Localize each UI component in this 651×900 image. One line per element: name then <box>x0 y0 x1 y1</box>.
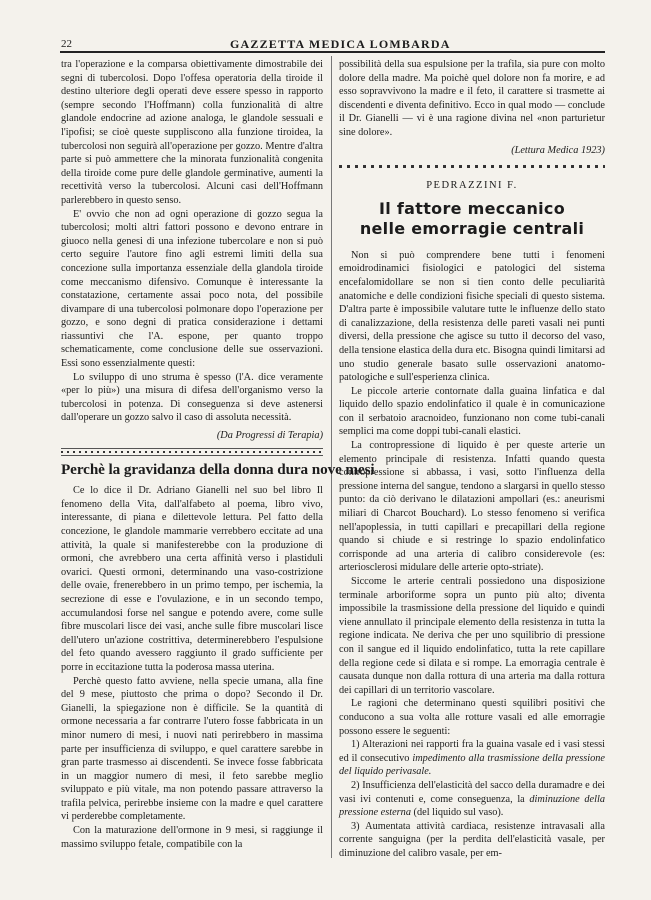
list-item-text: 1) Alterazioni nei rapporti fra la guaina vasale ed i vasi stessi ed il consecutivo <box>339 739 605 764</box>
article-title <box>339 199 605 239</box>
paragraph: Siccome le arterie centrali possiedono una disposizione terminale arboriforme sopra un punto più alto; diventa impossibile la trasmissione della pressione del liquido e quindi viene annullato il principale elemento della resistenza in tutta la regione indicata. Ne deriva che per uno squilibrio di pressione con il sangue ed il liquido endolinfatico, tutta la rete capillare della regione cede si dilata e si rompe. La emorragia centrale è causata dunque non dalla rottura di una arteria ma dalla rottura dei capillari di un territorio vascolare. <box>339 576 605 696</box>
page-number: 22 <box>61 38 72 50</box>
article-author: PEDRAZZINI F. <box>426 180 518 192</box>
article-title: Perchè la gravidanza della donna dura nove mesi <box>61 460 375 478</box>
source-citation: (Lettura Medica 1923) <box>511 144 605 156</box>
paragraph: Con la maturazione dell'ormone in 9 mesi, si raggiunge il massimo sviluppo fetale, compatibile con la <box>61 825 323 850</box>
paragraph: La contropressione di liquido è per queste arterie un elemento principale di resistenza. Infatti quando questa contropressione si abbassa, i vasi, sotto l'influenza della pressione interna del sangue, tendono a slargarsi in quello stesso punto: da ciò derivano le dilatazioni ampollari (es.: aneurismi miliari di Charcot Bouchard). Lo stesso fenomeno si verifica nell'apoplessia, in tutti capillari e precapillari della regione quando si chiude e si restringe lo spazio endolinfatico corrisponde ad una arteria di calibro considerevole (es: arteriosclerosi midulare delle arterie opto-striate). <box>339 440 605 574</box>
list-item: 3) Aumentata attività cardiaca, resistenze intravasali alla corrente sanguigna (per la perdita dell'elasticità vasale, per diminuzione del calibro vasale, per em- <box>339 820 605 859</box>
paragraph: Perchè questo fatto avviene, nella specie umana, alla fine del 9 mese, piuttosto che prima o dopo? Secondo il Dr. Gianelli, la spiegazione non è difficile. Se la quantità di ormone necessaria a far contrarre l'utero fosse fabbricata in un minor numero di mesi, i nuovi nati perirebbero in massima parte per insufficienza di sviluppo, e quel carattere sarebbe in gran parte trasmesso ai discendenti. Se invece fosse fabbricata in un maggior numero di mesi, il feto sarebbe meglio sviluppato e più vitale, ma non potendo passare attraverso la trafila pelvica, perirebbe insieme con la madre e quel carattere vi perderebbe completamente. <box>61 675 323 823</box>
list-item <box>339 738 605 779</box>
column-divider <box>331 56 332 858</box>
left-column <box>61 58 375 851</box>
list-item <box>339 779 605 820</box>
emphasis-text: diminuzione della pressione esterna <box>339 793 605 819</box>
paragraph: Le piccole arterie contornate dalla guaina linfatica e dal liquido dello spazio endolinfatico il quale è in comunicazione con il serbatoio aracnoideo, funzionano non come tubi-canali semplici ma come doppi tubi-canali elastici. <box>339 385 605 438</box>
paragraph: Lo sviluppo di uno struma è spesso (l'A. dice veramente «per lo più») una misura di difesa dell'organismo verso la tubercolosi in potenza. Di conseguenza si deve astenersi dall'operare un gozzo salvo il caso di assoluta necessità. <box>61 371 323 424</box>
right-column <box>339 58 605 860</box>
article-title-line: nelle emorragie centrali <box>359 218 585 238</box>
journal-title: GAZZETTA MEDICA LOMBARDA <box>230 37 451 51</box>
list-item-text: (del liquido sul vaso). <box>410 807 504 819</box>
list-item-text: 2) Insufficienza dell'elasticità del sacco della duramadre e dei vasi ivi contenuti e, come conseguenza, la <box>339 779 605 805</box>
ornamental-divider <box>339 161 605 171</box>
paragraph: Ce lo dice il Dr. Adriano Gianelli nel suo bel libro Il fenomeno della Vita, dall'alfabeto al poema, libro vivo, interessante, di piana e dilettevole lettura. Pel fatto della concezione, le glandole mammarie verrebbero eccitate ad una attività, la quale si manifesterebbe con la produzione di ormoni, che avrebbero una certa affinità verso i plastiduli ovarici. Questi ormoni, determinando una vaso-costrizione delle ovaie, frenerebbero in un primo tempo, per ischemia, la secrezione di esse e l'ovulazione, e in un secondo tempo, accumulandosi forse nel sangue e potendo avere, come sulle fibre muscolari lisce dei vasi, anche sulle fibre muscolari lisce dell'utero un'azione costrittiva, determinerebbero l'espulsione del feto quando avessero raggiunto il grado sufficiente per porre in eccitazione tutta la poderosa massa uterina. <box>61 485 323 673</box>
paragraph: Le ragioni che determinano questi squilibri positivi che conducono a sua volta alle rotture vasali ed alle emorragie possono essere le seguenti: <box>339 698 605 737</box>
header-rule <box>60 51 605 53</box>
article-title-line: Il fattore meccanico <box>378 198 565 218</box>
paragraph: possibilità della sua espulsione per la trafila, sia pure con molto dolore della madre. Ma poichè quel dolore non fa morire, e ad esso sopravvivono la madre e il feto, il carattere si trasmette ai discendenti e diventa definitivo. Ecco in qual modo — conclude il Dr. Gianelli — vi è una ragione divina nel «non parturietur sine dolore». <box>339 59 605 138</box>
paragraph: Non si può comprendere bene tutti i fenomeni emoidrodinamici fisiologici e patologici del sistema encefalomidollare se non si tien conto delle peculiarità anatomiche e delle condizioni fisiche speciali di questo sistema. D'altra parte è impossibile valutare tutte le influenze dello stato di canalizzazione, della resistenza delle pareti vasali nei punti diversi, della pressione che agisce su tutto il decorso del vaso, della tensione elastica della dura etc. Bisogna quindi limitarsi ad uno studio generale basato sulle osservazioni anatomo-patologiche e sull'esperienza clinica. <box>339 249 605 384</box>
emphasis-text: impedimento alla trasmissione della pressione del liquido perivasale. <box>339 752 605 778</box>
paragraph: tra l'operazione e la comparsa obiettivamente dimostrabile dei segni di tubercolosi. Dopo l'offesa operatoria della tiroide il destino ulteriore degli operati deve essere spesso in rapporto (sempre secondo l'Hoffmann) colla funzionalità di altre glandole endocrine ad azione analoga, le glandole sessuali e l'ipofisi; se cioè queste suppliscono alla funzione tiroidea, la tubercolosi non seguirà all'operazione per gozzo. Mentre d'altra parte si può ammettere che la minorata funzionalità congenita della tiroide come pure delle glandole germinative, aumenti la recettività verso la tubercolosi. Alcuni casi dell'Hoffmann parlerebbero in questo senso. <box>61 59 323 206</box>
paragraph: E' ovvio che non ad ogni operazione di gozzo segua la tubercolosi; molti altri fattori possono e devono entrare in giuoco nella genesi di una infezione tubercolare e non si può certo seguire l'autore fino agli estremi limiti della sua concezione sulla importanza essenziale della glandola tiroide come meccanismo difensivo. Comunque è interessante la constatazione, certamente assai poco nota, del possibile divampare di una tubercolosi polmonare dopo l'operazione per gozzo, e sono degni di pratica considerazione i dettami riassuntivi che l'A. espone, per quanto troppo schematicamente, come conclusione delle sue osservazioni. Essi sono essenzialmente questi: <box>61 208 323 370</box>
source-citation: (Da Progressi di Terapia) <box>216 430 323 442</box>
ornamental-divider <box>61 447 323 457</box>
